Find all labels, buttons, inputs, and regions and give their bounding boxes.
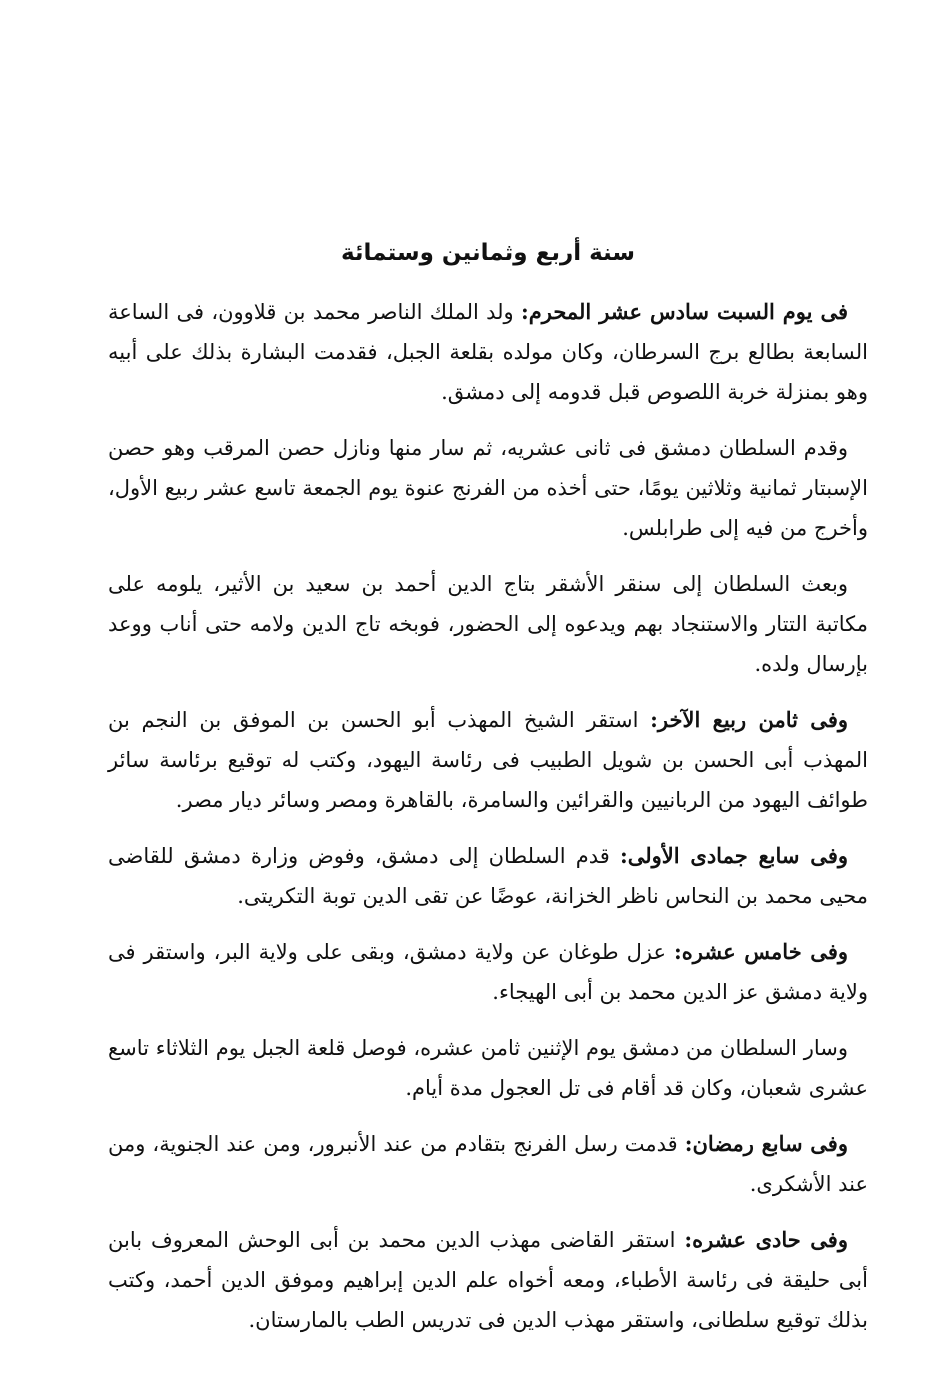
paragraph-lead: وفى سابع رمضان: (684, 1131, 848, 1156)
paragraph-5 (108, 836, 868, 916)
paragraph-lead: وفى حادى عشره: (684, 1227, 848, 1252)
paragraph-text: قدم السلطان إلى دمشق، وفوض وزارة دمشق للقاضى محيى محمد بن النحاس ناظر الخزانة، عوضًا عن تقى الدين توبة التكريتى. (108, 844, 868, 908)
paragraph-lead: وفى سابع جمادى الأولى: (619, 843, 848, 868)
paragraph-text: استقر القاضى مهذب الدين محمد بن أبى الوحش المعروف بابن أبى حليقة فى رئاسة الأطباء، ومعه أخواه علم الدين إبراهيم وموفق الدين أحمد، وكتب بذلك توقيع سلطانى، واستقر مهذب الدين فى تدريس الطب بالمارستان. (108, 1228, 868, 1332)
paragraph-6 (108, 932, 868, 1012)
page-title: سنة أربع وثمانين وستمائة (340, 240, 636, 266)
paragraph-lead: فى يوم السبت سادس عشر المحرم: (521, 299, 848, 324)
paragraph-text: استقر الشيخ المهذب أبو الحسن بن الموفق بن النجم بن المهذب أبى الحسن بن شويل الطبيب فى رئاسة اليهود، وكتب له توقيع برئاسة سائر طوائف اليهود من الربانيين والقرائين والسامرة، بالقاهرة ومصر وسائر ديار مصر. (108, 708, 868, 812)
paragraph-7 (108, 1028, 868, 1108)
paragraph-2 (108, 428, 868, 548)
paragraph-1 (108, 292, 868, 412)
paragraph-8 (108, 1124, 868, 1204)
paragraph-text: عزل طوغان عن ولاية دمشق، وبقى على ولاية البر، واستقر فى ولاية دمشق عز الدين محمد بن أبى الهيجاء. (108, 940, 868, 1004)
paragraph-text: وسار السلطان من دمشق يوم الإثنين ثامن عشره، فوصل قلعة الجبل يوم الثلاثاء تاسع عشرى شعبان، وكان قد أقام فى تل العجول مدة أيام. (108, 1036, 868, 1100)
paragraph-text: ولد الملك الناصر محمد بن قلاوون، فى الساعة السابعة بطالع برج السرطان، وكان مولده بقلعة الجبل، فقدمت البشارة بذلك على أبيه وهو بمنزلة خربة اللصوص قبل قدومه إلى دمشق. (108, 300, 868, 404)
paragraph-lead: وفى خامس عشره: (674, 939, 848, 964)
paragraph-text: قدمت رسل الفرنج بتقادم من عند الأنبرور، ومن عند الجنوية، ومن عند الأشكرى. (108, 1132, 868, 1196)
paragraph-text: وبعث السلطان إلى سنقر الأشقر بتاج الدين أحمد بن سعيد بن الأثير، يلومه على مكاتبة التتار والاستنجاد بهم ويدعوه إلى الحضور، فوبخه تاج الدين ولامه حتى أناب ووعد بإرسال ولده. (108, 572, 868, 676)
document-page (108, 236, 868, 1356)
paragraph-lead: وفى ثامن ربيع الآخر: (650, 707, 848, 732)
paragraph-4 (108, 700, 868, 820)
paragraph-text: وقدم السلطان دمشق فى ثانى عشريه، ثم سار منها ونازل حصن المرقب وهو حصن الإسبتار ثمانية وثلاثين يومًا، حتى أخذه من الفرنج عنوة يوم الجمعة تاسع عشر ربيع الأول، وأخرج من فيه إلى طرابلس. (108, 436, 868, 540)
paragraph-9 (108, 1220, 868, 1340)
paragraph-3 (108, 564, 868, 684)
